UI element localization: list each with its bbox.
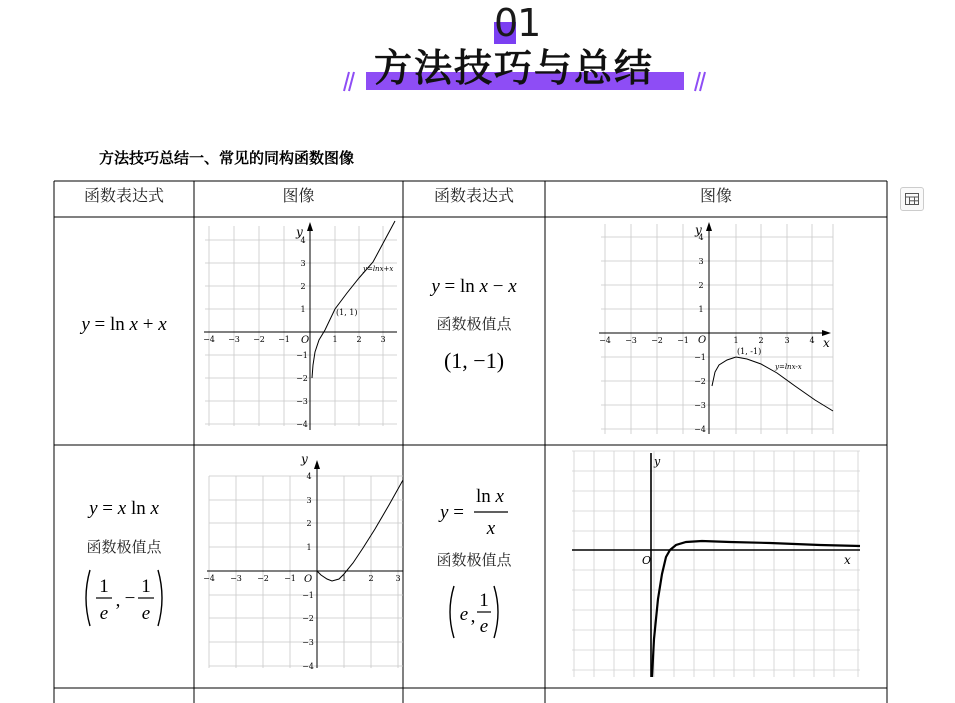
svg-text:1: 1 — [733, 336, 739, 345]
decor-slash-right — [693, 70, 709, 92]
svg-text:1: 1 — [300, 305, 306, 314]
frac1-num: 1 — [99, 576, 109, 597]
graph-lnx-over-x — [570, 449, 862, 679]
svg-text:1: 1 — [306, 543, 312, 552]
graph2-curve-label: y=lnx-x — [775, 363, 802, 371]
svg-text:−4: −4 — [296, 420, 308, 429]
graph-x-lnx — [203, 450, 403, 670]
svg-text:2: 2 — [300, 282, 306, 291]
frac2-num: 1 — [141, 576, 151, 597]
svg-text:2: 2 — [368, 574, 374, 583]
svg-text:y: y — [695, 223, 702, 237]
svg-text:1: 1 — [479, 590, 489, 611]
svg-text:−3: −3 — [694, 401, 706, 410]
svg-text:O: O — [301, 335, 310, 346]
header-title: 方法技巧与总结 — [374, 46, 655, 90]
svg-text:−1: −1 — [296, 351, 308, 360]
svg-text:1: 1 — [341, 574, 347, 583]
svg-text:O: O — [304, 574, 313, 585]
svg-text:−1: −1 — [302, 591, 314, 600]
svg-text:x: x — [823, 336, 830, 350]
svg-text:−1: −1 — [278, 335, 290, 344]
extremum-point-row2-right — [444, 582, 504, 642]
table-header-graph-1: 图像 — [282, 186, 315, 205]
svg-text:−4: −4 — [203, 574, 215, 583]
frac1-den: e — [99, 603, 109, 624]
svg-text:−4: −4 — [302, 662, 314, 670]
svg-text:O: O — [642, 554, 652, 567]
extremum-point-row2-left — [80, 566, 168, 630]
svg-text:−2: −2 — [651, 336, 663, 345]
graph2-point-label: (1, -1) — [737, 347, 762, 356]
expr-lnx-plus-x: y = ln x + x — [81, 314, 167, 335]
svg-text:−2: −2 — [694, 377, 706, 386]
svg-text:−2: −2 — [257, 574, 269, 583]
svg-text:2: 2 — [758, 336, 764, 345]
svg-text:−1: −1 — [694, 353, 706, 362]
graph1-curve-label: y=lnx+x — [363, 265, 394, 273]
svg-text:−3: −3 — [625, 336, 637, 345]
decor-slash-left — [340, 70, 356, 92]
svg-text:−4: −4 — [203, 335, 215, 344]
expr-x-lnx: y = x ln x — [89, 498, 159, 519]
svg-text:y: y — [296, 225, 303, 239]
extremum-label-row2-left: 函数极值点 — [86, 538, 162, 556]
table-header-expr-2: 函数表达式 — [433, 186, 514, 205]
svg-text:−2: −2 — [302, 614, 314, 623]
svg-text:x: x — [844, 553, 851, 567]
svg-text:4: 4 — [698, 233, 704, 242]
expr-lnx-minus-x: y = ln x − x — [431, 276, 517, 297]
svg-text:1: 1 — [332, 335, 338, 344]
svg-text:−3: −3 — [230, 574, 242, 583]
svg-text:O: O — [698, 335, 707, 346]
header-number: 01 — [494, 1, 541, 45]
svg-text:3: 3 — [300, 259, 306, 268]
table-header-graph-2: 图像 — [699, 186, 732, 205]
table-glyph — [904, 191, 920, 207]
svg-text:−1: −1 — [284, 574, 296, 583]
graph-lnx-minus-x — [597, 220, 837, 436]
svg-text:2: 2 — [306, 519, 312, 528]
svg-text:−4: −4 — [599, 336, 611, 345]
svg-text:,: , — [115, 590, 121, 611]
extremum-point-row1: (1, −1) — [443, 348, 505, 373]
svg-text:−3: −3 — [302, 638, 314, 647]
svg-text:e: e — [459, 604, 469, 625]
svg-text:3: 3 — [784, 336, 790, 345]
frac2-den: e — [141, 603, 151, 624]
frac2-sign: − — [124, 588, 136, 609]
svg-text:x: x — [486, 518, 496, 539]
svg-text:4: 4 — [300, 236, 306, 245]
svg-text:−2: −2 — [296, 374, 308, 383]
svg-text:2: 2 — [698, 281, 704, 290]
extremum-label-row1: 函数极值点 — [436, 315, 512, 333]
svg-text:3: 3 — [306, 496, 312, 505]
svg-text:−4: −4 — [694, 425, 706, 434]
svg-text:,: , — [470, 606, 476, 627]
svg-text:ln x: ln x — [476, 486, 504, 507]
svg-text:y: y — [654, 455, 661, 468]
table-icon[interactable] — [900, 187, 924, 211]
svg-text:−3: −3 — [296, 397, 308, 406]
section-title: 方法技巧总结一、常见的同构函数图像 — [99, 149, 355, 167]
svg-text:2: 2 — [356, 335, 362, 344]
svg-text:−3: −3 — [228, 335, 240, 344]
svg-text:4: 4 — [306, 472, 312, 481]
svg-text:e: e — [479, 616, 489, 637]
table-header-expr-1: 函数表达式 — [83, 186, 164, 205]
graph-lnx-plus-x — [201, 220, 401, 432]
svg-text:y: y — [301, 452, 308, 466]
svg-text:4: 4 — [809, 336, 815, 345]
svg-text:3: 3 — [698, 257, 704, 266]
extremum-label-row2-right: 函数极值点 — [436, 551, 512, 569]
svg-text:−1: −1 — [677, 336, 689, 345]
svg-text:−2: −2 — [253, 335, 265, 344]
graph1-point-label: (1, 1) — [336, 308, 358, 317]
svg-text:1: 1 — [698, 305, 704, 314]
svg-text:3: 3 — [395, 574, 401, 583]
svg-text:3: 3 — [380, 335, 386, 344]
svg-text:y =: y = — [440, 502, 464, 523]
expr-lnx-over-x — [436, 482, 516, 540]
